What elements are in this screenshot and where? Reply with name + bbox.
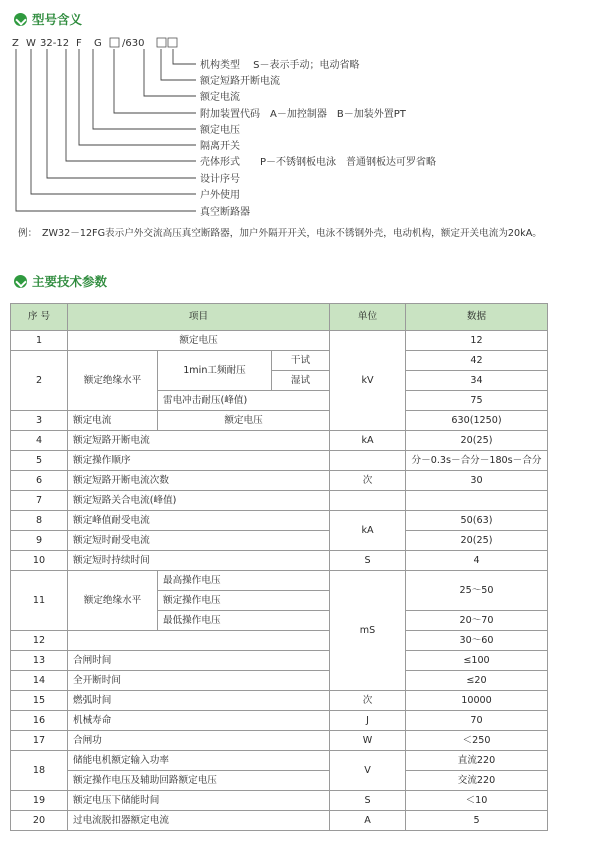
code-label-mechanism: 机构类型 S－表示手动；电动省略 <box>200 60 360 71</box>
example-text: 例： ZW32－12FG表示户外交流高压真空断路器，加户外隔开开关，电泳不锈钢外壳，电动机构，额定开关电流为20kA。 <box>18 228 542 239</box>
cell-no: 18 <box>11 751 68 791</box>
cell-no: 19 <box>11 791 68 811</box>
cell-item: 额定短时耐受电流 <box>68 531 330 551</box>
cell-sub-item: 1min工频耐压 <box>158 351 272 391</box>
table-row <box>11 531 548 551</box>
table-row <box>11 711 548 731</box>
cell-item: 额定短路开断电流次数 <box>68 471 330 491</box>
code-char-series: 32-12 <box>40 38 70 49</box>
code-label-design-no: 设计序号 <box>200 174 240 185</box>
spec-table <box>10 303 548 831</box>
cell-unit: J <box>330 711 406 731</box>
cell-value: 70 <box>406 711 548 731</box>
cell-no: 9 <box>11 531 68 551</box>
table-row <box>11 451 548 471</box>
leader-lines <box>16 49 196 211</box>
header-unit: 单位 <box>330 304 406 331</box>
cell-value: 75 <box>406 391 548 411</box>
cell-unit: S <box>330 791 406 811</box>
table-row <box>11 811 548 831</box>
code-char-z: Z <box>12 38 19 49</box>
table-header-row <box>11 304 548 331</box>
table-row <box>11 651 548 671</box>
header-value: 数据 <box>406 304 548 331</box>
table-row <box>11 771 548 791</box>
cell-no: 7 <box>11 491 68 511</box>
cell-value: 5 <box>406 811 548 831</box>
cell-item: 额定电流 <box>68 411 158 431</box>
section-tech-params-heading <box>14 272 107 290</box>
table-row <box>11 351 548 371</box>
cell-wet-test: 湿试 <box>272 371 330 391</box>
leaf-bullet-icon <box>14 13 27 26</box>
cell-item: 额定短时持续时间 <box>68 551 330 571</box>
cell-unit: 次 <box>330 691 406 711</box>
cell-no: 20 <box>11 811 68 831</box>
cell-item: 额定短路开断电流 <box>68 431 330 451</box>
cell-item: 额定电压下储能时间 <box>68 791 330 811</box>
cell-unit: kV <box>330 331 406 431</box>
cell-sub-item: 最低操作电压 <box>158 611 330 631</box>
table-row <box>11 571 548 591</box>
cell-sub-item: 雷电冲击耐压(峰值) <box>158 391 330 411</box>
section-title: 主要技术参数 <box>32 274 108 289</box>
model-code-diagram <box>0 30 600 222</box>
cell-unit <box>330 491 406 511</box>
cell-value: 25～50 <box>406 571 548 611</box>
table-row <box>11 671 548 691</box>
table-row <box>11 631 548 651</box>
code-char-w: W <box>26 38 36 49</box>
cell-unit: W <box>330 731 406 751</box>
cell-item: 储能电机额定输入功率 <box>68 751 330 771</box>
cell-value: 34 <box>406 371 548 391</box>
code-label-outdoor: 户外使用 <box>200 190 240 201</box>
cell-value: 50(63) <box>406 511 548 531</box>
cell-value: 30～60 <box>406 631 548 651</box>
cell-value: 20(25) <box>406 531 548 551</box>
cell-item <box>68 631 330 651</box>
table-row <box>11 791 548 811</box>
cell-item: 额定短路关合电流(峰值) <box>68 491 330 511</box>
code-label-housing: 壳体形式 P－不锈钢板电泳 普通钢板达可罗省略 <box>200 157 437 168</box>
cell-no: 4 <box>11 431 68 451</box>
cell-unit: V <box>330 751 406 791</box>
cell-item: 燃弧时间 <box>68 691 330 711</box>
cell-item: 额定绝缘水平 <box>68 351 158 411</box>
code-label-isolator: 隔离开关 <box>200 141 240 152</box>
header-item: 项目 <box>68 304 330 331</box>
table-row <box>11 331 548 351</box>
cell-unit: kA <box>330 511 406 551</box>
cell-item: 全开断时间 <box>68 671 330 691</box>
code-label-accessory: 附加装置代码 A－加控制器 B－加装外置PT <box>200 109 406 120</box>
table-row <box>11 751 548 771</box>
cell-unit: S <box>330 551 406 571</box>
cell-sub-item: 最高操作电压 <box>158 571 330 591</box>
table-row <box>11 691 548 711</box>
cell-no: 10 <box>11 551 68 571</box>
code-label-breaking-current: 额定短路开断电流 <box>200 76 280 87</box>
code-placeholder-box <box>110 38 119 47</box>
leaf-bullet-icon <box>14 275 27 288</box>
table-row <box>11 511 548 531</box>
section-model-meaning-heading <box>14 10 82 28</box>
table-row <box>11 411 548 431</box>
cell-item: 额定绝缘水平 <box>68 571 158 631</box>
cell-no: 8 <box>11 511 68 531</box>
code-label-vacuum-breaker: 真空断路器 <box>200 207 250 218</box>
cell-item: 额定操作顺序 <box>68 451 330 471</box>
code-placeholder-box <box>168 38 177 47</box>
cell-value: ＜250 <box>406 731 548 751</box>
cell-value <box>406 491 548 511</box>
cell-no: 14 <box>11 671 68 691</box>
cell-value: 630(1250) <box>406 411 548 431</box>
table-row <box>11 431 548 451</box>
table-row <box>11 731 548 751</box>
cell-no: 15 <box>11 691 68 711</box>
cell-item: 额定峰值耐受电流 <box>68 511 330 531</box>
cell-no: 11 <box>11 571 68 631</box>
cell-unit: 次 <box>330 471 406 491</box>
cell-value: 交流220 <box>406 771 548 791</box>
table-row <box>11 551 548 571</box>
cell-item: 额定电压 <box>68 331 330 351</box>
table-row <box>11 471 548 491</box>
code-char-g: G <box>94 38 102 49</box>
cell-no: 3 <box>11 411 68 431</box>
cell-value: 20～70 <box>406 611 548 631</box>
cell-no: 6 <box>11 471 68 491</box>
code-label-rated-voltage: 额定电压 <box>200 125 240 136</box>
cell-sub-item: 额定电压 <box>158 411 330 431</box>
table-row <box>11 491 548 511</box>
code-label-rated-current: 额定电流 <box>200 92 240 103</box>
cell-item: 额定操作电压及辅助回路额定电压 <box>68 771 330 791</box>
cell-value: 20(25) <box>406 431 548 451</box>
cell-value: 12 <box>406 331 548 351</box>
cell-value: 10000 <box>406 691 548 711</box>
cell-no: 2 <box>11 351 68 411</box>
cell-unit <box>330 451 406 471</box>
cell-value: ＜10 <box>406 791 548 811</box>
code-placeholder-box <box>157 38 166 47</box>
cell-no: 12 <box>11 631 68 651</box>
cell-value: 42 <box>406 351 548 371</box>
header-no: 序 号 <box>11 304 68 331</box>
cell-value: 4 <box>406 551 548 571</box>
cell-no: 13 <box>11 651 68 671</box>
cell-unit: kA <box>330 431 406 451</box>
code-char-f: F <box>76 38 82 49</box>
code-char-current: /630 <box>122 38 145 49</box>
cell-item: 过电流脱扣器额定电流 <box>68 811 330 831</box>
cell-no: 16 <box>11 711 68 731</box>
section-title: 型号含义 <box>32 12 83 27</box>
cell-value: ≤20 <box>406 671 548 691</box>
cell-no: 17 <box>11 731 68 751</box>
cell-no: 1 <box>11 331 68 351</box>
cell-item: 合闸时间 <box>68 651 330 671</box>
cell-value: 30 <box>406 471 548 491</box>
cell-item: 机械寿命 <box>68 711 330 731</box>
cell-unit: mS <box>330 571 406 691</box>
cell-value: ≤100 <box>406 651 548 671</box>
cell-dry-test: 干试 <box>272 351 330 371</box>
cell-unit: A <box>330 811 406 831</box>
cell-value: 分－0.3s－合分－180s－合分 <box>406 451 548 471</box>
cell-sub-item: 额定操作电压 <box>158 591 330 611</box>
cell-no: 5 <box>11 451 68 471</box>
cell-value: 直流220 <box>406 751 548 771</box>
cell-item: 合闸功 <box>68 731 330 751</box>
